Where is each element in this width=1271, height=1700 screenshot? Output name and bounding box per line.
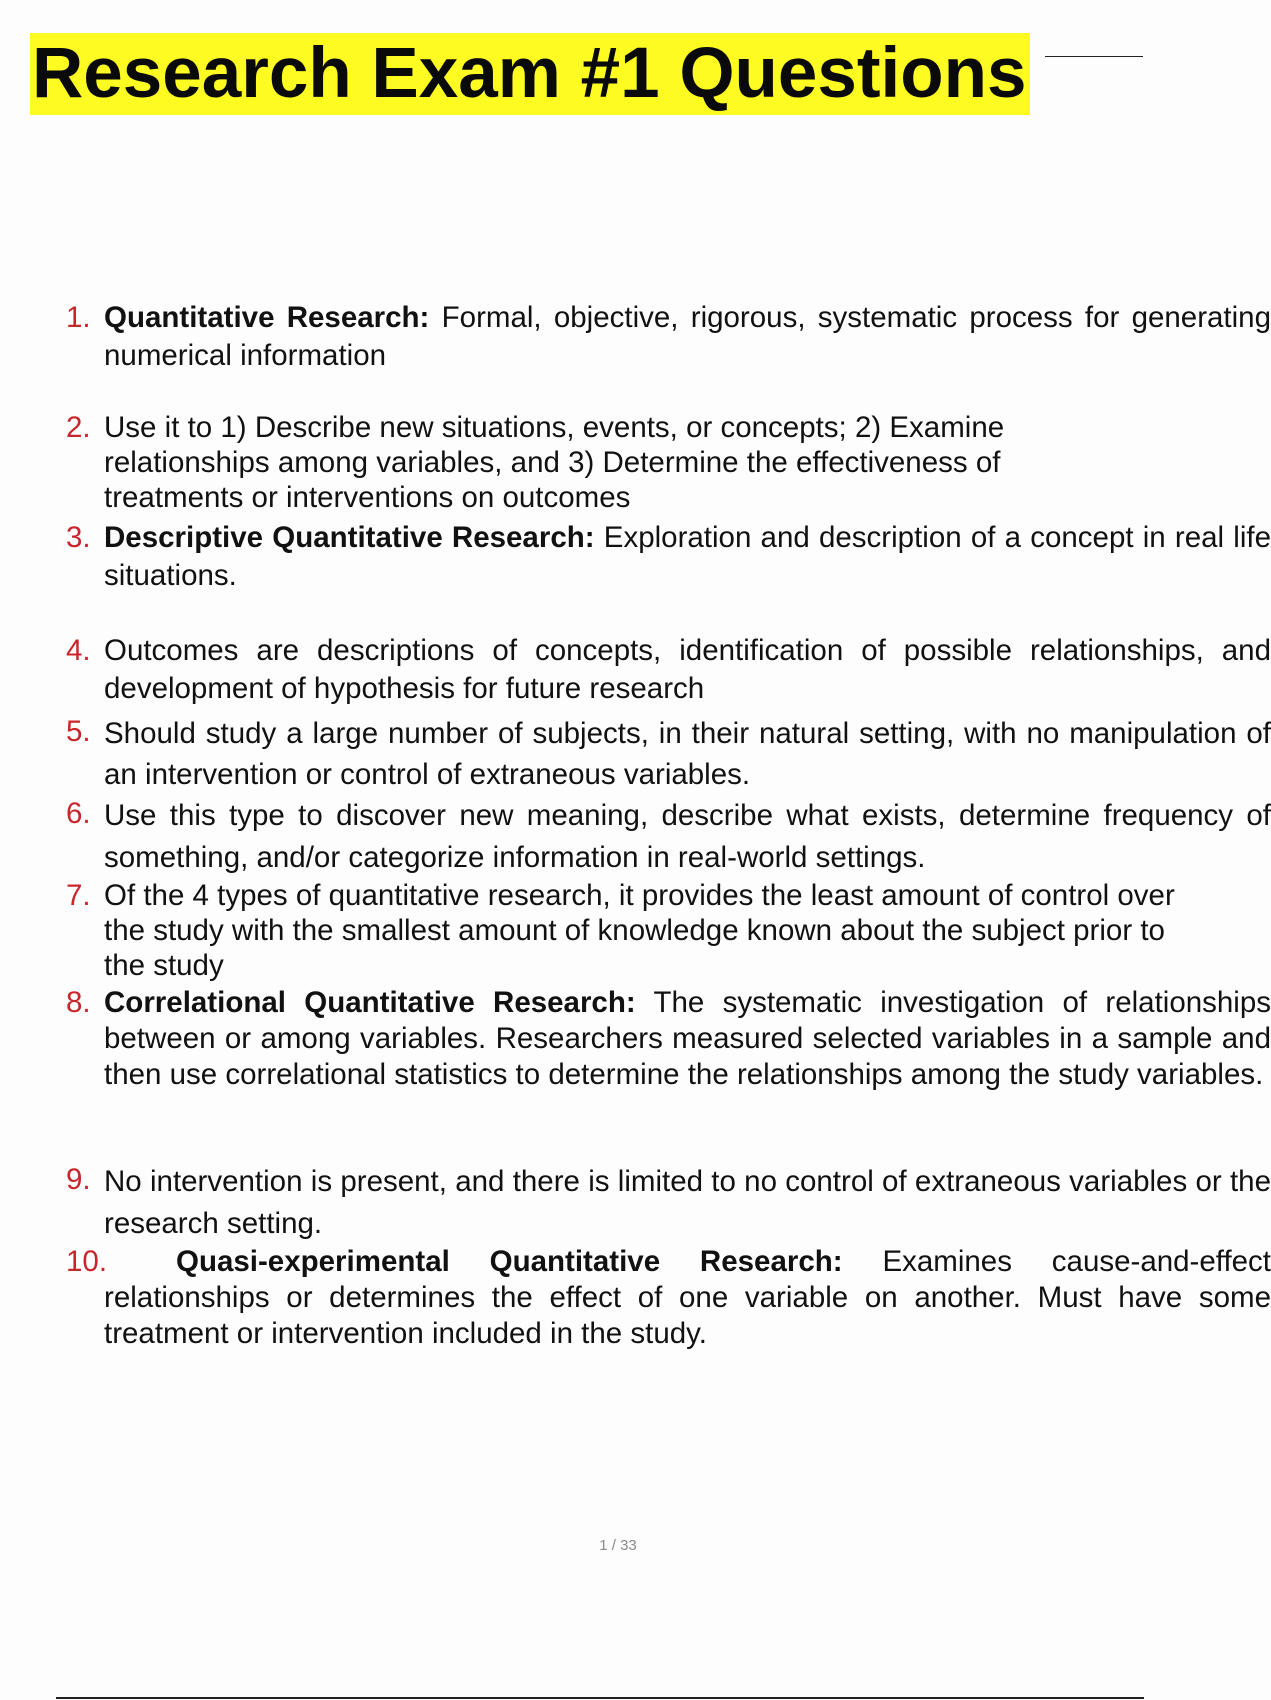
list-item xyxy=(60,1244,1271,1352)
item-text xyxy=(104,299,1271,375)
item-body: Of the 4 types of quantitative research, it provides the least amount of control over the study with the smallest amount of knowledge known about the subject prior to the study xyxy=(104,879,1175,982)
list-item xyxy=(60,713,1271,795)
list-item xyxy=(60,1161,1271,1245)
item-text xyxy=(104,1244,1271,1352)
item-number: 6. xyxy=(66,797,91,830)
list-item xyxy=(60,410,1200,515)
item-body: No intervention is present, and there is limited to no control of extraneous variables or the research setting. xyxy=(104,1165,1271,1240)
item-number: 3. xyxy=(66,521,91,554)
item-body: Examines cause-and-effect relationships or determines the effect of one variable on another. Must have some treatment or intervention included in the study. xyxy=(104,1245,1271,1350)
item-text xyxy=(104,878,1214,983)
list-item xyxy=(60,985,1271,1093)
list-item xyxy=(60,632,1271,708)
item-number: 8. xyxy=(66,986,91,1019)
item-text xyxy=(104,632,1271,708)
item-number: 9. xyxy=(66,1163,91,1196)
item-body: Formal, objective, rigorous, systematic process for generating numerical information xyxy=(104,301,1271,372)
item-body: Outcomes are descriptions of concepts, identification of possible relationships, and development of hypothesis for future research xyxy=(104,634,1271,705)
item-body: The systematic investigation of relationships between or among variables. Researchers measured selected variables in a sample and then use correlational statistics to determine the relationships among the study variables. xyxy=(104,986,1271,1091)
item-number: 1. xyxy=(66,301,91,334)
item-body: Use this type to discover new meaning, describe what exists, determine frequency of something, and/or categorize information in real-world settings. xyxy=(104,799,1271,874)
item-text xyxy=(104,985,1271,1093)
item-number: 7. xyxy=(66,879,91,912)
item-body: Should study a large number of subjects, in their natural setting, with no manipulation of an intervention or control of extraneous variables. xyxy=(104,717,1271,791)
item-term: Descriptive Quantitative Research: xyxy=(104,521,595,554)
item-number: 10. xyxy=(66,1245,108,1278)
item-body: Use it to 1) Describe new situations, events, or concepts; 2) Examine relationships among variables, and 3) Determine the effectiveness of treatments or interventions on outcomes xyxy=(104,411,1005,514)
item-number: 2. xyxy=(66,411,91,444)
list-item xyxy=(60,795,1271,879)
item-body: Exploration and description of a concept in real life situations. xyxy=(104,521,1271,592)
list-item xyxy=(60,878,1200,983)
page-number: 1 / 33 xyxy=(599,1537,637,1554)
list-item xyxy=(60,299,1271,375)
item-text xyxy=(104,1161,1271,1245)
item-text xyxy=(104,795,1271,879)
item-term: Quasi-experimental Quantitative Research: xyxy=(176,1245,843,1278)
list-item xyxy=(60,519,1271,595)
item-term: Quantitative Research: xyxy=(104,301,430,334)
footer-rule xyxy=(56,1697,1144,1699)
item-number: 5. xyxy=(66,715,91,748)
item-text xyxy=(104,410,1144,515)
item-number: 4. xyxy=(66,634,91,667)
page-title: Research Exam #1 Questions xyxy=(30,33,1030,115)
item-text xyxy=(104,713,1271,795)
item-text xyxy=(104,519,1271,595)
item-term: Correlational Quantitative Research: xyxy=(104,986,636,1019)
